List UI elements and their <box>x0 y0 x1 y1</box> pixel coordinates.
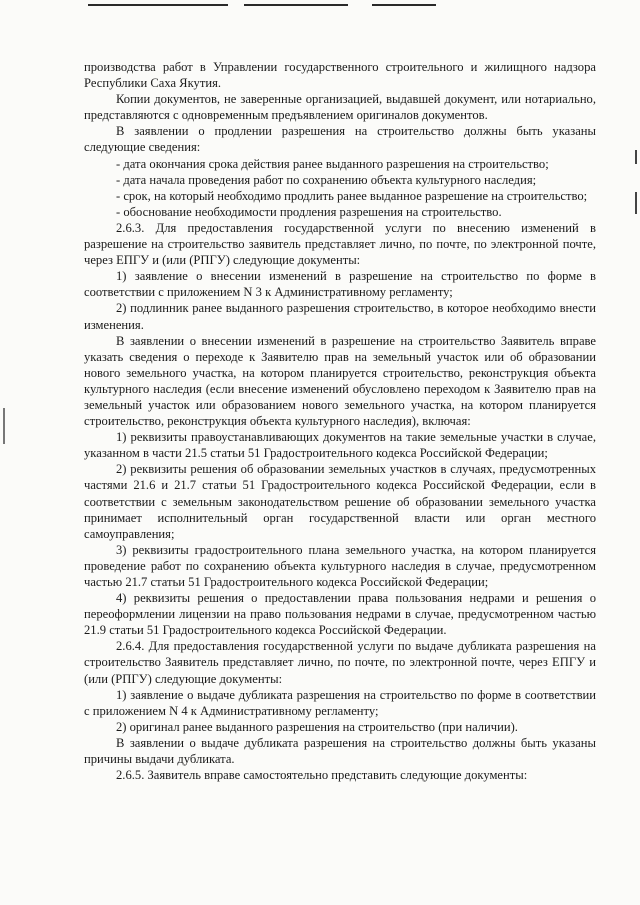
list-item: 2) реквизиты решения об образовании земельных участков в случаях, предусмотренных частями 21.6 и 21.7 статьи 51 Градостроительного кодекса Российской Федерации, если в соответствии с земельным законодательством решение об образовании земельного участка принимает исполнительный орган государственной власти или орган местного самоуправления; <box>84 462 596 541</box>
list-item: 4) реквизиты решения о предоставлении права пользования недрами и решения о переоформлении лицензии на право пользования недрами в случае, предусмотренном частью 21.9 статьи 51 Градостроительного кодекса Российской Федерации. <box>84 591 596 638</box>
list-item: - обоснование необходимости продления разрешения на строительство. <box>116 204 502 219</box>
list-item: 1) заявление о выдаче дубликата разрешения на строительство по форме в соответствии с приложением N 4 к Административному регламенту; <box>84 687 596 718</box>
section-paragraph-2-6-4: 2.6.4. Для предоставления государственной услуги по выдаче дубликата разрешения на строительство Заявитель представляет лично, по почте, по электронной почте, через ЕПГУ и (или (РПГУ) следующие документы: <box>84 639 596 686</box>
document-paragraph: производства работ в Управлении государственного строительного и жилищного надзора Республики Саха Якутия. <box>84 60 596 91</box>
list-item: 3) реквизиты градостроительного плана земельного участка, на котором планируется проведение работ по сохранению объекта культурного наследия в случае, предусмотренном частью 21.7 статьи 51 Градостроительного кодекса Российской Федерации; <box>84 542 596 589</box>
list-item: - срок, на который необходимо продлить ранее выданное разрешение на строительство; <box>116 188 588 203</box>
document-paragraph: В заявлении о выдаче дубликата разрешения на строительство должны быть указаны причины выдачи дубликата. <box>84 735 596 767</box>
document-paragraph: В заявлении о продлении разрешения на строительство должны быть указаны следующие сведения: <box>84 124 596 155</box>
list-item: - дата начала проведения работ по сохранению объекта культурного наследия; <box>116 172 537 187</box>
scan-left-dots <box>3 408 5 444</box>
scan-top-rule-right <box>372 4 436 6</box>
list-item: 2) подлинник ранее выданного разрешения строительство, в которое необходимо внести изменения. <box>84 301 596 332</box>
list-item: 1) реквизиты правоустанавливающих документов на такие земельные участки в случае, указанном в части 21.5 статьи 51 Градостроительного кодекса Российской Федерации; <box>84 430 596 461</box>
scan-edge-mark <box>635 192 637 214</box>
scan-top-rule-left <box>88 4 228 6</box>
scan-top-rule-middle <box>244 4 348 6</box>
list-item: 1) заявление о внесении изменений в разрешение на строительство по форме в соответствии с приложением N 3 к Административному регламенту; <box>84 269 596 300</box>
document-paragraph: Копии документов, не заверенные организацией, выдавшей документ, или нотариально, представляются с одновременным предъявлением оригиналов документов. <box>84 92 596 123</box>
section-paragraph-2-6-5: 2.6.5. Заявитель вправе самостоятельно представить следующие документы: <box>116 768 528 783</box>
list-item: 2) оригинал ранее выданного разрешения на строительство (при наличии). <box>116 719 518 734</box>
document-body <box>84 59 596 783</box>
scan-edge-mark <box>635 150 637 164</box>
document-paragraph: В заявлении о внесении изменений в разрешение на строительство Заявитель вправе указать сведения о переходе к Заявителю прав на земельный участок или об образовании нового земельного участка, на котором планируется строительство, реконструкция объекта культурного наследия (если внесение изменений обусловлено переходом к Заявителю прав на земельный участок или образованием нового земельного участка, на котором планируется строительство, реконструкция объекта культурного наследия), включая: <box>84 333 596 429</box>
section-paragraph-2-6-3: 2.6.3. Для предоставления государственной услуги по внесению изменений в разрешение на строительство заявитель представляет лично, по почте, по электронной почте, через ЕПГУ и (или (РПГУ) следующие документы: <box>84 220 596 268</box>
list-item: - дата окончания срока действия ранее выданного разрешения на строительство; <box>116 156 549 171</box>
